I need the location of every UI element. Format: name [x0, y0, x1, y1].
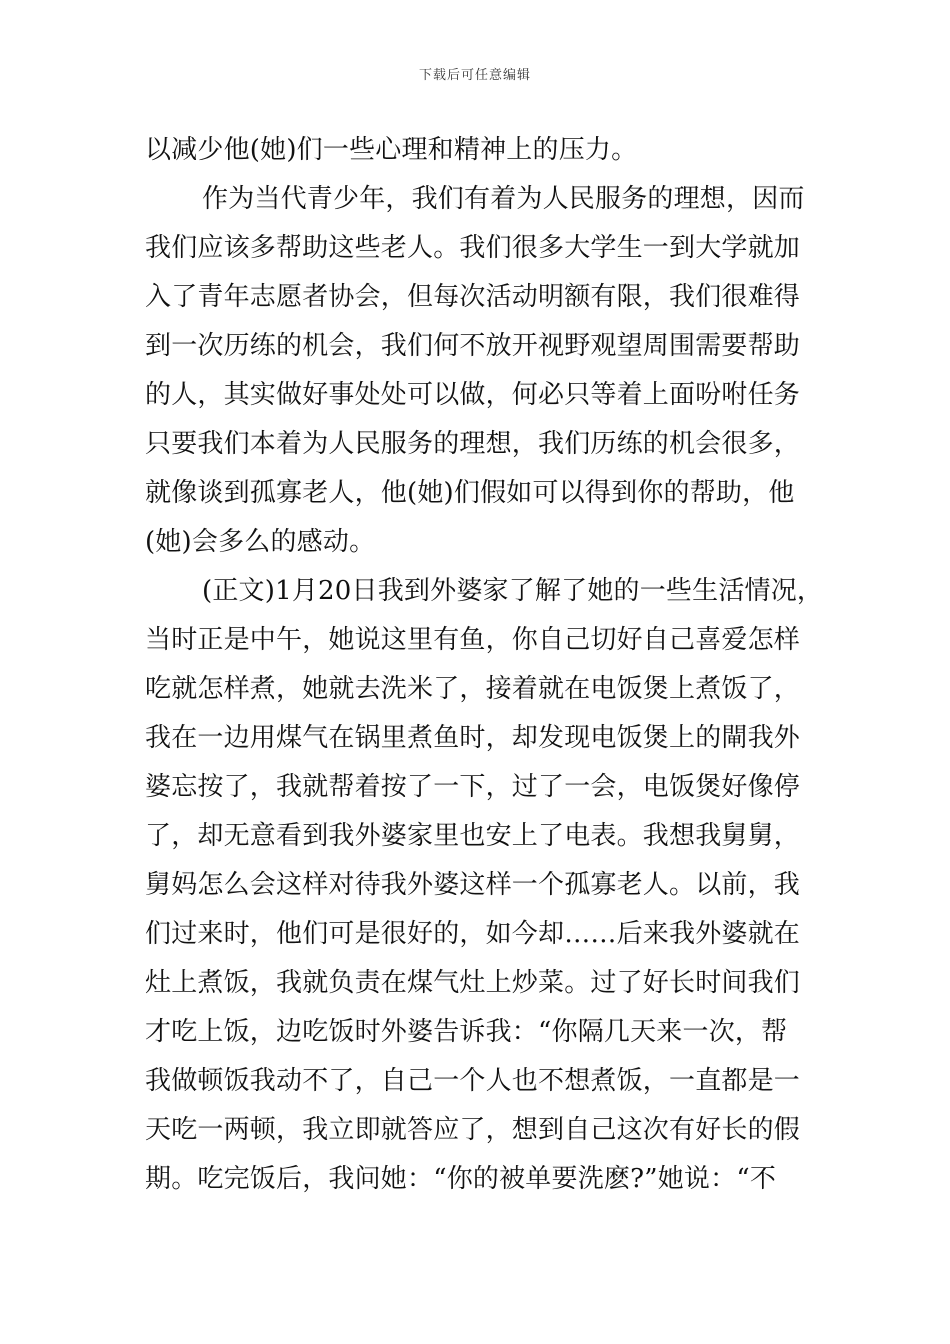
- text-line: 舅妈怎么会这样对待我外婆这样一个孤寡老人。以前，我: [145, 870, 801, 900]
- text-line: 以减少他(她)们一些心理和精神上的压力。: [145, 135, 638, 165]
- text-line: 了，却无意看到我外婆家里也安上了电表。我想我舅舅，: [145, 821, 801, 851]
- text-line: 只要我们本着为人民服务的理想，我们历练的机会很多，: [145, 429, 801, 459]
- page-header: 下载后可任意编辑: [418, 68, 531, 83]
- text-line: 我在一边用煤气在锅里煮鱼时，却发现电饭煲上的閘我外: [145, 723, 801, 753]
- text-line: 就像谈到孤寡老人，他(她)们假如可以得到你的帮助，他: [145, 478, 795, 508]
- text-line: 才吃上饭，边吃饭时外婆告诉我：“你隔几天来一次，帮: [145, 1017, 788, 1047]
- text-line: (她)会多么的感动。: [145, 527, 376, 557]
- text-line: 入了青年志愿者协会，但每次活动明额有限，我们很难得: [145, 282, 801, 312]
- text-line: 吃就怎样煮，她就去洗米了，接着就在电饭煲上煮饭了，: [145, 674, 801, 704]
- text-line: 天吃一两顿，我立即就答应了，想到自己这次有好长的假: [145, 1115, 801, 1145]
- text-line-paragraph-start: 作为当代青少年，我们有着为人民服务的理想，因而: [202, 184, 805, 214]
- text-line: 我做顿饭我动不了，自己一个人也不想煮饭，一直都是一: [145, 1066, 801, 1096]
- body-text: [145, 126, 824, 1204]
- text-line: 灶上煮饭，我就负责在煤气灶上炒菜。过了好长时间我们: [145, 968, 801, 998]
- text-line: 们过来时，他们可是很好的，如今却……后来我外婆就在: [145, 919, 801, 949]
- text-line-paragraph-start: (正文)1月20日我到外婆家了解了她的一些生活情况，: [202, 576, 824, 606]
- text-line: 到一次历练的机会，我们何不放开视野观望周围需要帮助: [145, 331, 801, 361]
- text-line: 期。吃完饭后，我问她：“你的被单要洗麽?”她说：“不: [145, 1164, 777, 1194]
- text-line: 我们应该多帮助这些老人。我们很多大学生一到大学就加: [145, 233, 801, 263]
- text-line: 的人，其实做好事处处可以做，何必只等着上面吩咐任务: [145, 380, 801, 410]
- text-line: 当时正是中午，她说这里有鱼，你自己切好自己喜爱怎样: [145, 625, 801, 655]
- text-line: 婆忘按了，我就帮着按了一下，过了一会，电饭煲好像停: [145, 772, 801, 802]
